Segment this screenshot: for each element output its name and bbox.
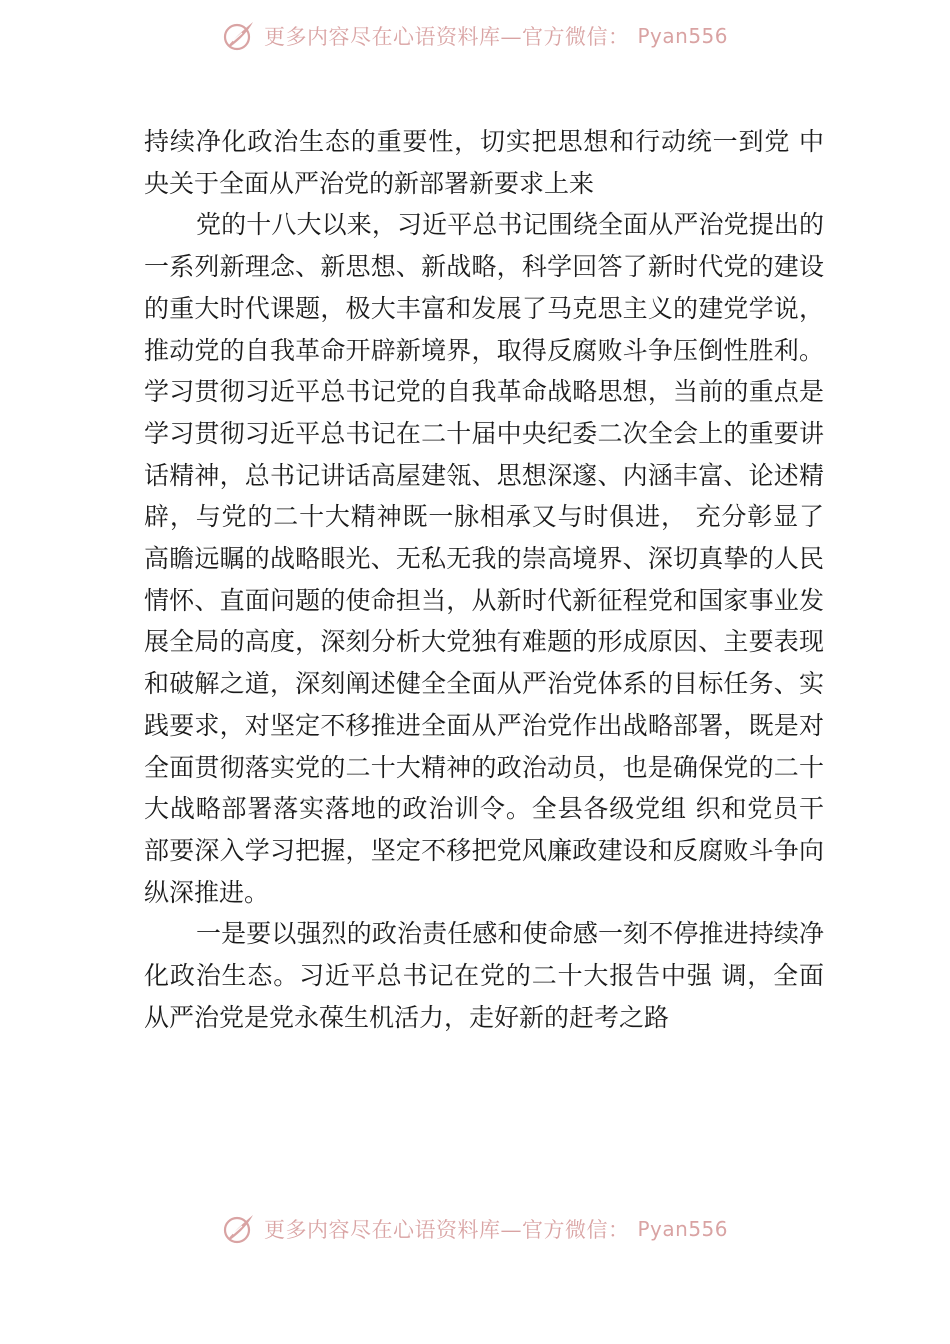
document-body <box>144 121 824 1038</box>
watermark-text: 更多内容尽在心语资料库—官方微信： <box>263 25 630 49</box>
paragraph-2: 党的十八大以来，习近平总书记围绕全面从严治党提出的一系列新理念、新思想、新战略，科学回答了新时代党的建设的重大时代课题，极大丰富和发展了马克思主义的建党学说，推动党的自我革命开辟新境界，取得反腐败斗争压倒性胜利。学习贯彻习近平总书记党的自我革命战略思想，当前的重点是学习贯彻习近平总书记在二十届中央纪委二次全会上的重要讲话精神，总书记讲话高屋建瓴、思想深邃、内涵丰富、论述精辟，与党的二十大精神既一脉相承又与时俱进， 充分彰显了高瞻远瞩的战略眼光、无私无我的崇高境界、深切真挚的人民情怀、直面问题的使命担当，从新时代新征程党和国家事业发展全局的高度，深刻分析大党独有难题的形成原因、主要表现和破解之道，深刻阐述健全全面从严治党体系的目标任务、实践要求，对坚定不移推进全面从严治党作出战略部署，既是对全面贯彻落实党的二十大精神的政治动员，也是确保党的二十大战略部署落实落地的政治训令。全县各级党组 织和党员干部要深入学习把握，坚定不移把党风廉政建设和反腐败斗争向纵深推进。 <box>144 210 824 907</box>
watermark-wechat-id: Pyan556 <box>637 24 728 48</box>
quill-logo-icon <box>222 19 256 53</box>
watermark-text: 更多内容尽在心语资料库—官方微信： <box>263 1218 630 1242</box>
paragraph-1: 持续净化政治生态的重要性，切实把思想和行动统一到党 中央关于全面从严治党的新部署新要求上来 <box>144 127 824 198</box>
header-watermark <box>0 14 950 58</box>
paragraph-3: 一是要以强烈的政治责任感和使命感一刻不停推进持续净化政治生态。习近平总书记在党的二十大报告中强 调，全面从严治党是党永葆生机活力，走好新的赶考之路 <box>144 919 824 1032</box>
watermark-wechat-id: Pyan556 <box>637 1217 728 1241</box>
footer-watermark <box>0 1207 950 1251</box>
quill-logo-icon <box>222 1212 256 1246</box>
